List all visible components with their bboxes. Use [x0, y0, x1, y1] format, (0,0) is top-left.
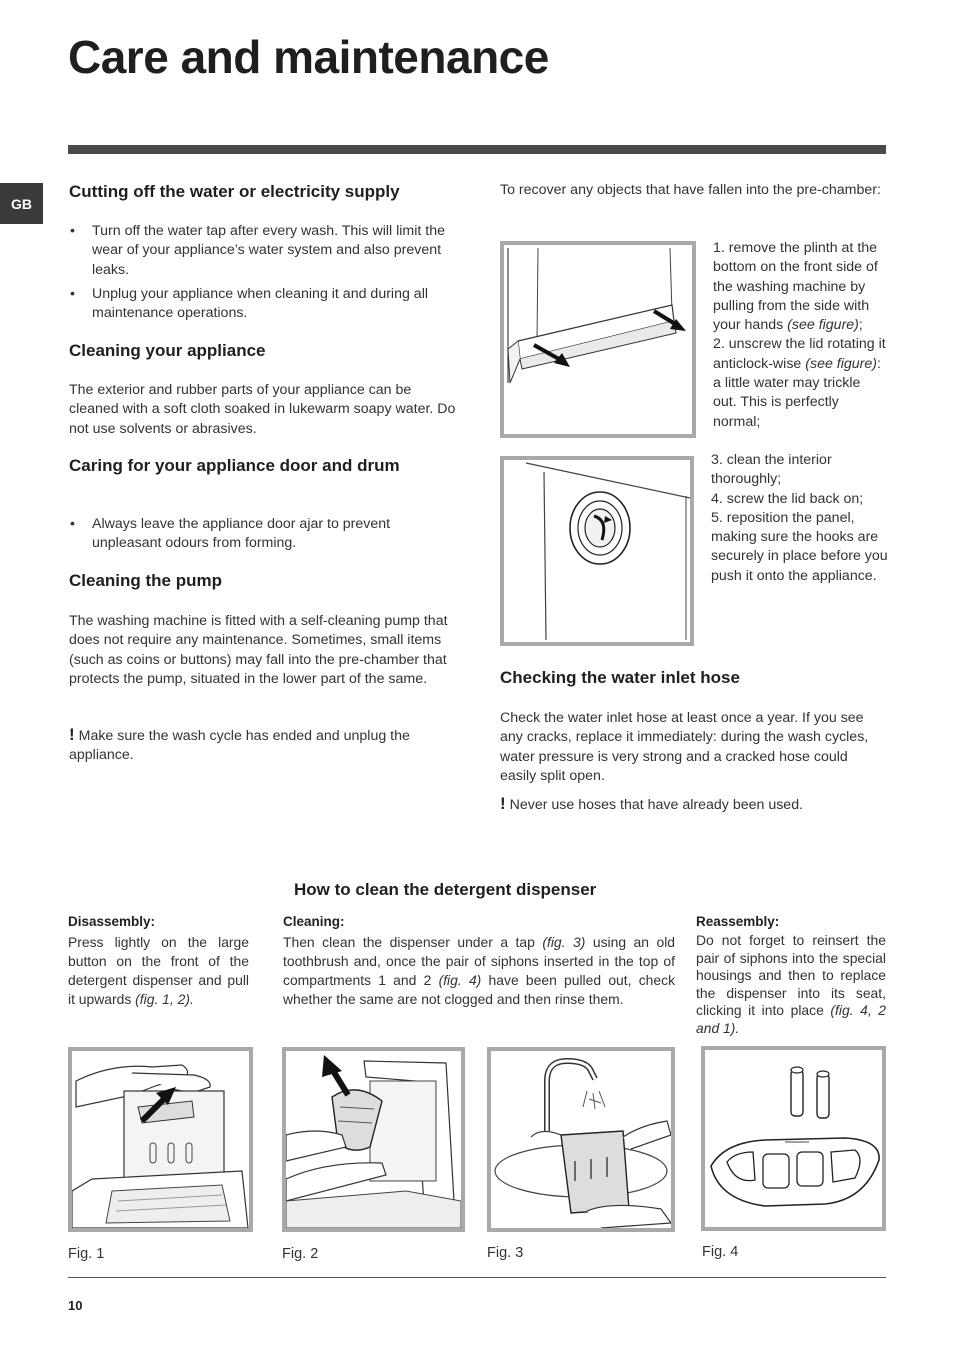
step-5: 5. reposition the panel, making sure the hooks are securely in place before you push it onto the appliance.	[711, 509, 888, 584]
cleaning-body-2: using an old toothbrush and, once the pair of siphons inserted in the top of compartments 1 and 2	[283, 934, 676, 988]
inlet-hose-warning-text: Never use hoses that have already been used.	[509, 797, 804, 813]
list-item: • Turn off the water tap after every wash. This will limit the wear of your appliance’s water system and also prevent leaks.	[69, 222, 457, 280]
step-1: 1. remove the plinth at the bottom on the front side of the washing machine by pulling from the side with your hands	[713, 240, 878, 334]
step-3: 3. clean the interior thoroughly;	[711, 452, 832, 488]
cleaning-label: Cleaning:	[283, 914, 345, 929]
pre-chamber-steps-1-2	[713, 239, 888, 432]
reassembly-ref: (fig. 4, 2 and 1).	[696, 1002, 887, 1036]
pre-chamber-intro: To recover any objects that have fallen into the pre-chamber:	[500, 182, 881, 198]
fig-1-image	[68, 1047, 253, 1232]
fig-2-caption: Fig. 2	[282, 1246, 319, 1262]
fig-1-illustration	[72, 1051, 249, 1228]
fig-2-image	[282, 1047, 465, 1232]
cleaning-appliance-text: The exterior and rubber parts of your appliance can be cleaned with a soft cloth soaked in lukewarm soapy water. Do not use solvents or abrasives.	[69, 382, 456, 437]
warning-mark: !	[500, 794, 506, 813]
pump-warning	[69, 725, 457, 766]
door-drum-list	[69, 515, 457, 559]
language-tab: GB	[0, 183, 43, 224]
step-2-end: : a little water may trickle out. This is perfectly normal;	[713, 355, 881, 430]
inlet-hose-warning	[500, 794, 886, 815]
step-2: 2. unscrew the lid rotating it anticlock-wise	[713, 336, 886, 372]
pump-warning-text: Make sure the wash cycle has ended and unplug the appliance.	[69, 728, 410, 764]
page-number: 10	[68, 1298, 83, 1313]
section-title-cut-supply: Cutting off the water or electricity supply	[69, 182, 400, 201]
section-title-door-drum: Caring for your appliance door and drum	[69, 456, 400, 475]
step-4: 4. screw the lid back on;	[711, 490, 864, 507]
cleaning-ref-1: (fig. 3)	[542, 934, 586, 950]
disassembly-ref: (fig. 1, 2).	[135, 991, 194, 1007]
section-title-inlet-hose: Checking the water inlet hose	[500, 668, 740, 687]
cleaning-body-1: Then clean the dispenser under a tap	[283, 934, 535, 950]
fig-4-caption: Fig. 4	[702, 1244, 739, 1260]
cleaning-text	[283, 933, 675, 1009]
page-title: Care and maintenance	[68, 31, 549, 83]
fig-2-illustration	[286, 1051, 461, 1228]
footer-divider	[68, 1277, 886, 1278]
reassembly-text	[696, 932, 886, 1038]
warning-mark: !	[69, 725, 75, 744]
disassembly-body: Press lightly on the large button on the front of the detergent dispenser and pull it upwards	[68, 934, 249, 1007]
cut-supply-list	[69, 222, 457, 328]
step-1-ref: (see figure)	[787, 317, 859, 334]
cleaning-ref-2: (fig. 4)	[438, 972, 482, 988]
disassembly-label: Disassembly:	[68, 914, 156, 929]
pump-lid-figure	[500, 456, 694, 646]
fig-1-caption: Fig. 1	[68, 1246, 105, 1262]
disassembly-text	[68, 933, 249, 1009]
fig-3-image	[487, 1047, 675, 1232]
list-item: • Unplug your appliance when cleaning it and during all maintenance operations.	[69, 285, 457, 324]
fig-3-caption: Fig. 3	[487, 1245, 524, 1261]
step-1-end: ;	[858, 317, 863, 334]
plinth-removal-illustration	[504, 245, 692, 434]
section-title-dispenser: How to clean the detergent dispenser	[294, 880, 597, 899]
step-2-ref: (see figure)	[805, 355, 878, 372]
pre-chamber-steps-3-5	[711, 451, 888, 586]
fig-4-illustration	[705, 1050, 882, 1227]
reassembly-label: Reassembly:	[696, 914, 780, 929]
fig-4-image	[701, 1046, 886, 1231]
pump-lid-illustration	[504, 460, 690, 642]
title-divider	[68, 145, 886, 154]
inlet-hose-text: Check the water inlet hose at least once a year. If you see any cracks, replace it immediately: during the wash cycles, water pressure is very strong and a cracked hose could easily split open.	[500, 710, 869, 784]
fig-3-illustration	[491, 1051, 671, 1228]
plinth-removal-figure	[500, 241, 696, 438]
cleaning-body-3: have been pulled out, check whether the same are not clogged and then rinse them.	[283, 972, 676, 1007]
section-title-cleaning-appliance: Cleaning your appliance	[69, 341, 266, 360]
list-item: • Always leave the appliance door ajar to prevent unpleasant odours from forming.	[69, 515, 457, 554]
reassembly-body: Do not forget to reinsert the pair of siphons into the special housings and then to replace the dispenser into its seat, clicking it into place	[696, 932, 886, 1019]
section-title-pump: Cleaning the pump	[69, 571, 222, 590]
pump-text: The washing machine is fitted with a self-cleaning pump that does not require any maintenance. Sometimes, small items (such as coins or buttons) may fall into the pre-chamber that protects the pump, situated in the lower part of the same.	[69, 613, 448, 687]
